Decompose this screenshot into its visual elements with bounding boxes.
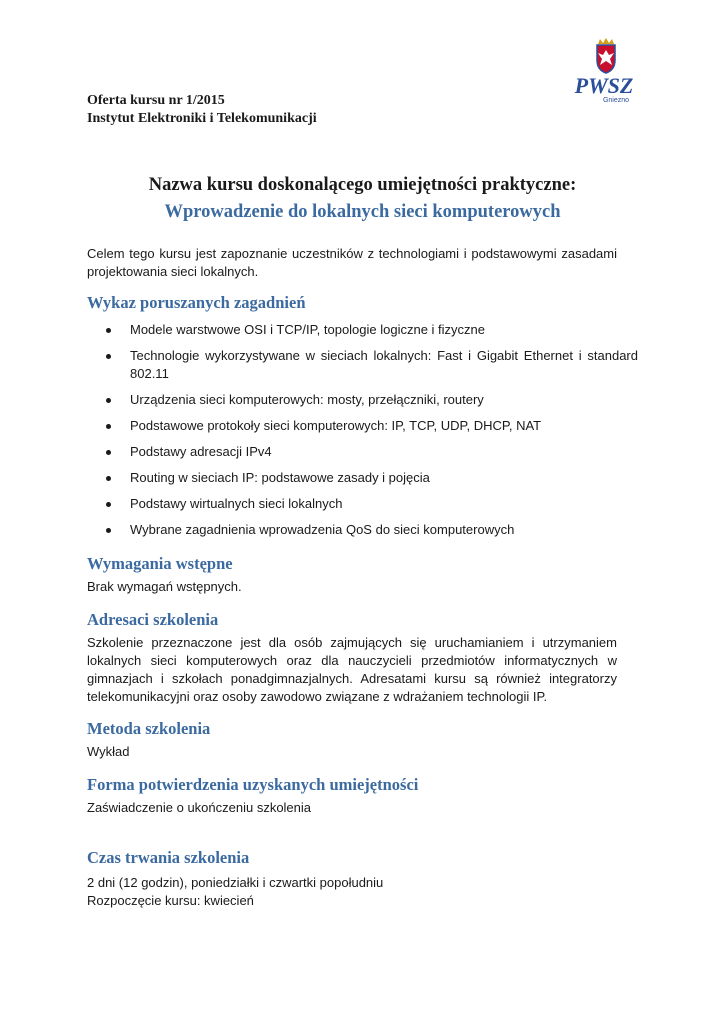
topics-heading: Wykaz poruszanych zagadnień [87, 293, 306, 312]
crown-icon [598, 38, 614, 44]
intro-paragraph: Celem tego kursu jest zapoznanie uczestników z technologiami i podstawowymi zasadami projektowania sieci lokalnych. [87, 246, 617, 279]
university-logo [570, 38, 640, 104]
bullet-icon [106, 354, 111, 359]
course-title: Wprowadzenie do lokalnych sieci komputerowych [164, 202, 561, 222]
bullet-icon [106, 424, 111, 429]
offer-number: Oferta kursu nr 1/2015 [87, 93, 225, 108]
duration-schedule: 2 dni (12 godzin), poniedziałki i czwartki popołudniu [87, 875, 384, 890]
logo-text: PWSZ [574, 73, 634, 98]
bullet-icon [106, 528, 111, 533]
bullet-icon [106, 476, 111, 481]
list-item: Podstawowe protokoły sieci komputerowych: IP, TCP, UDP, DHCP, NAT [106, 417, 638, 435]
list-item: Routing w sieciach IP: podstawowe zasady i pojęcia [106, 469, 638, 487]
topics-list [106, 321, 638, 547]
bullet-icon [106, 502, 111, 507]
duration-text [87, 874, 617, 910]
confirmation-heading: Forma potwierdzenia uzyskanych umiejętności [87, 775, 419, 794]
list-item: Podstawy adresacji IPv4 [106, 443, 638, 461]
bullet-icon [106, 398, 111, 403]
bullet-icon [106, 450, 111, 455]
list-item: Urządzenia sieci komputerowych: mosty, przełączniki, routery [106, 391, 638, 409]
list-item: Technologie wykorzystywane w sieciach lokalnych: Fast i Gigabit Ethernet i standard 802.11 [106, 347, 638, 383]
requirements-heading: Wymagania wstępne [87, 554, 233, 573]
duration-heading: Czas trwania szkolenia [87, 848, 250, 867]
course-title-label: Nazwa kursu doskonalącego umiejętności praktyczne: [148, 175, 577, 195]
audience-text: Szkolenie przeznaczone jest dla osób zajmujących się uruchamianiem i utrzymaniem lokalnych sieci komputerowych oraz dla nauczycieli przedmiotów informatycznych w gimnazjach i szkołach ponadgimnazjalnych. Adresatami kursu są również integratorzy telekomunikacyjni oraz osoby zawodowo związane z wdrażaniem technologii IP. [87, 635, 617, 704]
duration-start: Rozpoczęcie kursu: kwiecień [87, 893, 254, 908]
document-header [87, 92, 317, 128]
audience-heading: Adresaci szkolenia [87, 610, 219, 629]
confirmation-text: Zaświadczenie o ukończeniu szkolenia [87, 800, 312, 815]
method-text: Wykład [87, 744, 130, 759]
list-item: Podstawy wirtualnych sieci lokalnych [106, 495, 638, 513]
requirements-text: Brak wymagań wstępnych. [87, 579, 242, 594]
list-item: Modele warstwowe OSI i TCP/IP, topologie logiczne i fizyczne [106, 321, 638, 339]
institute-name: Instytut Elektroniki i Telekomunikacji [87, 111, 317, 126]
method-heading: Metoda szkolenia [87, 719, 211, 738]
logo-subtext: Gniezno [602, 97, 630, 104]
list-item: Wybrane zagadnienia wprowadzenia QoS do sieci komputerowych [106, 521, 638, 539]
bullet-icon [106, 328, 111, 333]
